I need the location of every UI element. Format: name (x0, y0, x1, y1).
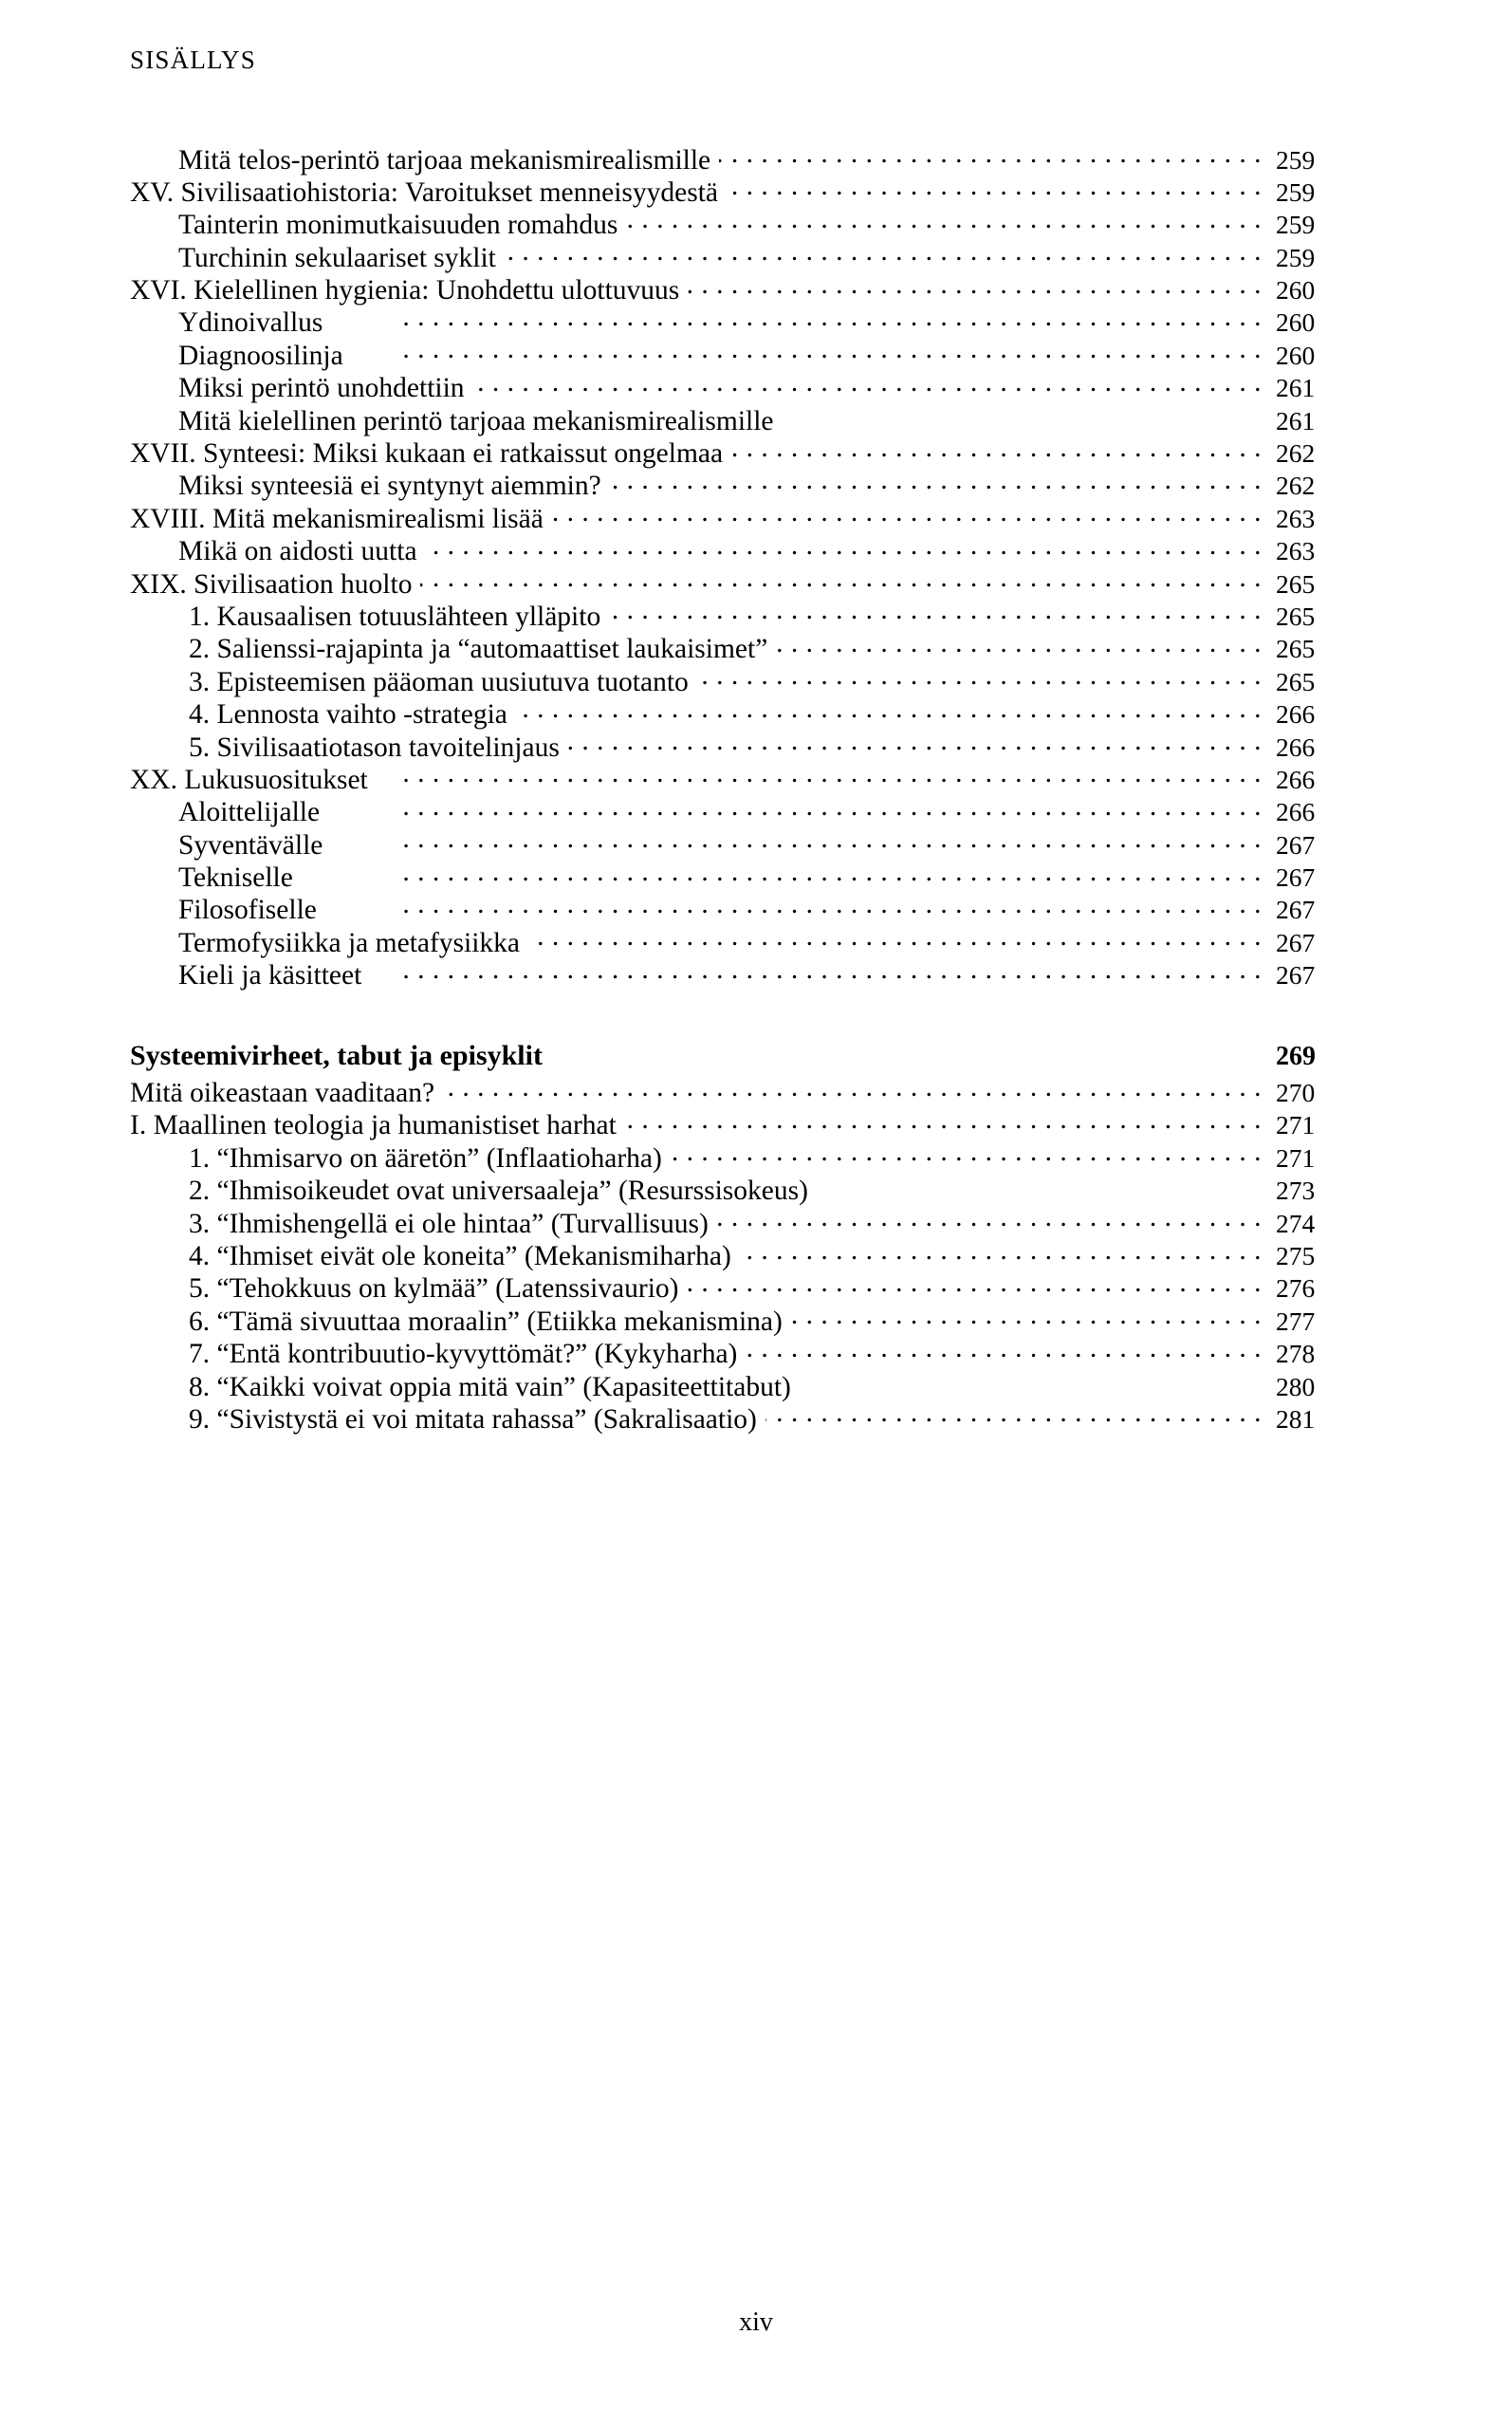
toc-entry[interactable] (130, 630, 1382, 665)
toc-dot-leader (370, 956, 1262, 985)
toc-entry-label: 9. “Sivistystä ei voi mitata rahassa” (Sakralisaatio) (189, 1403, 757, 1435)
toc-entry-page-number: 271 (1276, 1110, 1316, 1140)
toc-entry-label: 3. “Ihmishengellä ei ole hintaa” (Turvallisuus) (189, 1208, 709, 1239)
toc-entry-page-number: 262 (1276, 471, 1316, 501)
toc-dot-leader (328, 793, 1262, 822)
toc-part-heading[interactable] (130, 1040, 1382, 1073)
toc-entry-page-number: 267 (1276, 829, 1316, 860)
toc-dot-leader (331, 825, 1262, 854)
toc-entry-label: 7. “Entä kontribuutio-kyvyttömät?” (Kykyharha) (189, 1339, 738, 1370)
toc-dot-leader (800, 1367, 1262, 1396)
toc-dot-leader (791, 1302, 1262, 1330)
toc-entry-label: Aloittelijalle (178, 797, 321, 828)
toc-entry[interactable] (130, 173, 1382, 208)
toc-entry-label: 8. “Kaikki voivat oppia mitä vain” (Kapasiteettitabut) (189, 1371, 791, 1402)
toc-dot-leader (377, 760, 1262, 788)
toc-entry[interactable] (130, 1335, 1382, 1370)
toc-entry[interactable] (130, 1106, 1382, 1139)
toc-entry[interactable] (130, 1399, 1382, 1435)
toc-entry-label: Syventävälle (178, 829, 323, 861)
toc-entry[interactable] (130, 662, 1382, 695)
toc-entry-page-number: 263 (1276, 503, 1316, 533)
toc-entry[interactable] (130, 271, 1382, 304)
toc-entry-label: 1. Kausaalisen totuuslähteen ylläpito (189, 601, 601, 632)
toc-entry[interactable] (130, 336, 1382, 371)
toc-entry-label: Miksi perintö unohdettiin (178, 373, 465, 404)
toc-entry-label: 3. Episteemisen pääoman uusiutuva tuotanto (189, 666, 689, 697)
toc-dot-leader (610, 467, 1262, 495)
toc-entry-label: Mikä on aidosti uutta (178, 536, 417, 567)
toc-entry-page-number: 274 (1276, 1208, 1316, 1238)
toc-entry-page-number: 261 (1276, 405, 1316, 435)
toc-entry-page-number: 273 (1276, 1176, 1316, 1206)
toc-entry[interactable] (130, 532, 1382, 565)
toc-entry-label: Diagnoosilinja (178, 340, 343, 371)
toc-entry[interactable] (130, 565, 1382, 600)
running-head: SISÄLLYS (130, 46, 256, 74)
section-gap (130, 989, 1382, 1040)
toc-dot-leader (671, 1139, 1262, 1167)
toc-entry-page-number: 259 (1276, 144, 1316, 175)
toc-dot-leader (765, 1399, 1262, 1428)
toc-dot-leader (688, 271, 1262, 300)
toc-dot-leader (740, 1237, 1262, 1266)
toc-entry-page-number: 266 (1276, 797, 1316, 827)
toc-entry[interactable] (130, 369, 1382, 404)
toc-dot-leader (505, 238, 1262, 267)
toc-entry-page-number: 277 (1276, 1306, 1316, 1336)
toc-entry-page-number: 267 (1276, 862, 1316, 893)
toc-entry[interactable] (130, 760, 1382, 795)
toc-entry[interactable] (130, 695, 1382, 731)
toc-entry-page-number: 267 (1276, 927, 1316, 957)
toc-entry[interactable] (130, 435, 1382, 470)
toc-entry[interactable] (130, 140, 1382, 176)
toc-dot-leader (746, 1335, 1262, 1363)
toc-entry-label: XIX. Sivilisaation huolto (130, 568, 413, 600)
toc-entry[interactable] (130, 1139, 1382, 1174)
toc-entry-page-number: 267 (1276, 895, 1316, 925)
toc-part-page-number: 269 (1276, 1042, 1316, 1072)
toc-list (130, 140, 1382, 1433)
toc-entry[interactable] (130, 467, 1382, 502)
toc-entry-page-number: 267 (1276, 960, 1316, 991)
toc-dot-leader (719, 140, 1262, 169)
page-folio: xiv (739, 2307, 773, 2337)
toc-entry-page-number: 260 (1276, 275, 1316, 306)
toc-dot-leader (443, 1074, 1262, 1103)
toc-entry-label: Turchinin sekulaariset syklit (178, 242, 496, 273)
toc-entry-label: XVI. Kielellinen hygienia: Unohdettu ulottuvuus (130, 275, 680, 306)
toc-entry[interactable] (130, 1302, 1382, 1337)
toc-dot-leader (473, 369, 1262, 398)
toc-entry-page-number: 265 (1276, 568, 1316, 599)
toc-entry-page-number: 266 (1276, 732, 1316, 762)
toc-entry[interactable] (130, 1367, 1382, 1402)
toc-entry-page-number: 271 (1276, 1142, 1316, 1173)
toc-entry-label: Filosofiselle (178, 895, 317, 926)
toc-entry-page-number: 265 (1276, 634, 1316, 664)
toc-entry[interactable] (130, 825, 1382, 861)
toc-entry-label: Termofysiikka ja metafysiikka (178, 927, 521, 958)
toc-entry-page-number: 265 (1276, 601, 1316, 631)
toc-entry-label: XVII. Synteesi: Miksi kukaan ei ratkaissut ongelmaa (130, 438, 724, 470)
toc-entry[interactable] (130, 304, 1382, 339)
toc-entry-label: Tekniselle (178, 862, 293, 894)
toc-entry-label: XVIII. Mitä mekanismirealismi lisää (130, 503, 544, 534)
toc-dot-leader (528, 923, 1262, 952)
toc-entry-label: 4. “Ihmiset eivät ole koneita” (Mekanismiharha) (189, 1241, 731, 1272)
toc-dot-leader (609, 597, 1262, 625)
toc-entry-label: 6. “Tämä sivuuttaa moraalin” (Etiikka mekanismina) (189, 1306, 783, 1337)
toc-entry-label: 4. Lennosta vaihto -strategia (189, 699, 507, 731)
toc-entry-page-number: 262 (1276, 438, 1316, 469)
toc-entry-page-number: 280 (1276, 1371, 1316, 1401)
toc-entry-page-number: 275 (1276, 1241, 1316, 1271)
toc-entry-label: 5. “Tehokkuus on kylmää” (Latenssivaurio) (189, 1273, 679, 1305)
toc-entry-page-number: 266 (1276, 699, 1316, 730)
toc-entry-page-number: 281 (1276, 1403, 1316, 1434)
toc-entry[interactable] (130, 728, 1382, 763)
toc-dot-leader (626, 206, 1262, 234)
toc-entry[interactable] (130, 597, 1382, 632)
toc-entry[interactable] (130, 206, 1382, 241)
toc-dot-leader (426, 532, 1262, 561)
toc-entry-page-number: 261 (1276, 373, 1316, 403)
toc-dot-leader (302, 859, 1262, 887)
toc-entry[interactable] (130, 401, 1382, 434)
toc-dot-leader (352, 336, 1262, 364)
toc-dot-leader (776, 630, 1262, 658)
toc-dot-leader (325, 891, 1262, 919)
toc-dot-leader (783, 401, 1263, 430)
toc-entry-label: 1. “Ihmisarvo on ääretön” (Inflaatioharha) (189, 1142, 662, 1174)
toc-entry-label: XV. Sivilisaatiohistoria: Varoitukset menneisyydestä (130, 176, 718, 208)
toc-entry-label: Miksi synteesiä ei syntynyt aiemmin? (178, 471, 601, 502)
toc-entry-page-number: 260 (1276, 340, 1316, 370)
toc-dot-leader (717, 1204, 1262, 1232)
toc-entry-page-number: 266 (1276, 764, 1316, 794)
toc-entry-label: 2. “Ihmisoikeudet ovat universaaleja” (Resurssisokeus) (189, 1176, 808, 1207)
toc-entry[interactable] (130, 891, 1382, 926)
toc-entry[interactable] (130, 1204, 1382, 1239)
toc-entry-page-number: 260 (1276, 307, 1316, 338)
toc-entry[interactable] (130, 793, 1382, 828)
toc-entry-page-number: 263 (1276, 536, 1316, 566)
toc-entry-page-number: 276 (1276, 1273, 1316, 1304)
toc-entry-label: Mitä telos-perintö tarjoaa mekanismirealismille (178, 144, 711, 176)
toc-entry-page-number: 270 (1276, 1078, 1316, 1108)
toc-entry-label: Kieli ja käsitteet (178, 960, 362, 991)
toc-entry-page-number: 259 (1276, 210, 1316, 240)
toc-entry[interactable] (130, 923, 1382, 958)
toc-part-label: Systeemivirheet, tabut ja episyklit (130, 1040, 543, 1072)
toc-dot-leader (688, 1269, 1263, 1298)
toc-entry[interactable] (130, 1172, 1382, 1207)
toc-dot-leader (625, 1106, 1262, 1135)
toc-dot-leader (552, 499, 1262, 528)
toc-entry-page-number: 259 (1276, 242, 1316, 272)
toc-dot-leader (420, 565, 1262, 593)
toc-entry[interactable] (130, 956, 1382, 989)
toc-entry-label: Tainterin monimutkaisuuden romahdus (178, 210, 618, 241)
toc-dot-leader (817, 1172, 1262, 1200)
toc-entry[interactable] (130, 1269, 1382, 1305)
toc-dot-leader (331, 304, 1262, 332)
toc-entry-label: Mitä kielellinen perintö tarjoaa mekanismirealismille (178, 405, 774, 436)
toc-entry[interactable] (130, 1074, 1382, 1109)
toc-dot-leader (516, 695, 1262, 724)
toc-entry-label: XX. Lukusuositukset (130, 764, 368, 795)
toc-entry-page-number: 278 (1276, 1339, 1316, 1369)
toc-dot-leader (727, 173, 1262, 201)
toc-entry-page-number: 259 (1276, 176, 1316, 207)
toc-dot-leader (731, 435, 1262, 463)
toc-entry-label: I. Maallinen teologia ja humanistiset harhat (130, 1110, 617, 1141)
toc-dot-leader (568, 728, 1262, 756)
toc-entry-label: Ydinoivallus (178, 307, 323, 339)
toc-entry-page-number: 265 (1276, 666, 1316, 696)
toc-dot-leader (697, 662, 1262, 691)
toc-entry[interactable] (130, 238, 1382, 273)
toc-entry[interactable] (130, 1237, 1382, 1272)
toc-entry-label: Mitä oikeastaan vaaditaan? (130, 1078, 435, 1109)
toc-entry-label: 5. Sivilisaatiotason tavoitelinjaus (189, 732, 560, 763)
toc-entry[interactable] (130, 499, 1382, 534)
toc-entry[interactable] (130, 859, 1382, 894)
toc-entry-label: 2. Salienssi-rajapinta ja “automaattiset laukaisimet” (189, 634, 768, 665)
